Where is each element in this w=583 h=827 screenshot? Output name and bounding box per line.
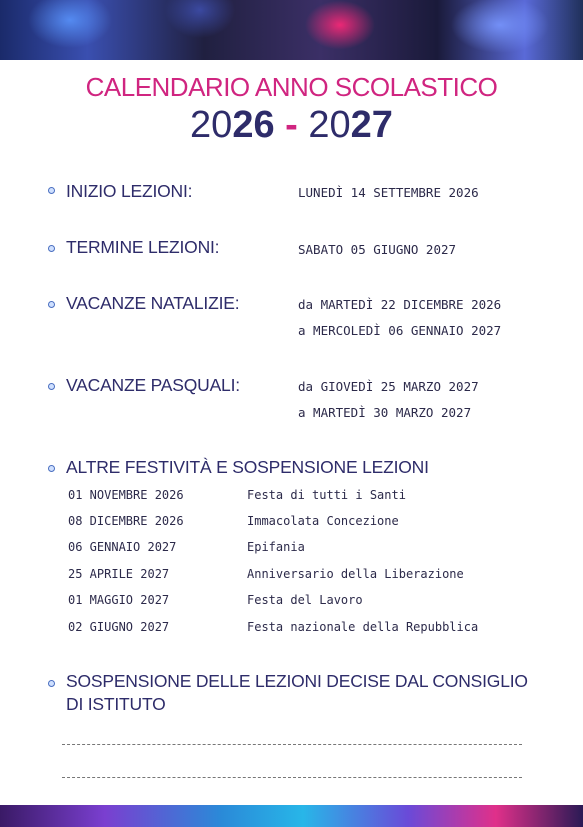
section-value-termine: SABATO 05 GIUGNO 2027 [298,242,457,257]
section-label-pasquali: VACANZE PASQUALI: [66,375,240,395]
section-value-pasquali-to: a MARTEDÌ 30 MARZO 2027 [298,405,472,420]
calendar-title: CALENDARIO ANNO SCOLASTICO [85,72,498,102]
bullet-icon [48,383,55,390]
holiday-name: Immacolata Concezione [247,514,399,528]
year-dash: - [285,104,298,146]
bottom-decorative-band [0,805,583,827]
holiday-date: 01 NOVEMBRE 2026 [68,488,184,502]
section-value-inizio: LUNEDÌ 14 SETTEMBRE 2026 [298,185,479,200]
holiday-name: Epifania [247,540,305,554]
fill-in-line [62,744,522,745]
bullet-icon [48,245,55,252]
section-label-inizio: INIZIO LEZIONI: [66,181,193,201]
holiday-date: 02 GIUGNO 2027 [68,620,170,634]
holiday-date: 08 DICEMBRE 2026 [68,514,184,528]
section-label-termine: TERMINE LEZIONI: [66,237,220,257]
year-a-bold: 26 [232,104,275,146]
holiday-name: Festa di tutti i Santi [247,488,406,502]
bullet-icon [48,465,55,472]
top-decorative-band [0,0,583,60]
holiday-name: Festa del Lavoro [247,593,363,607]
holiday-name: Festa nazionale della Repubblica [247,620,479,634]
holidays-title: ALTRE FESTIVITÀ E SOSPENSIONE LEZIONI [66,457,429,477]
section-value-natalizie-from: da MARTEDÌ 22 DICEMBRE 2026 [298,297,502,312]
bullet-icon [48,187,55,194]
section-label-natalizie: VACANZE NATALIZIE: [66,293,240,313]
holiday-date: 01 MAGGIO 2027 [68,593,170,607]
school-year-title [0,104,583,147]
year-a-prefix: 20 [190,104,233,146]
year-b-bold: 27 [350,104,393,146]
holiday-date: 06 GENNAIO 2027 [68,540,177,554]
council-title-line2: DI ISTITUTO [66,694,166,714]
year-b-prefix: 20 [308,104,351,146]
council-title-line1: SOSPENSIONE DELLE LEZIONI DECISE DAL CONSIGLIO [66,671,528,691]
section-value-pasquali-from: da GIOVEDÌ 25 MARZO 2027 [298,379,479,394]
fill-in-line [62,777,522,778]
bullet-icon [48,301,55,308]
section-value-natalizie-to: a MERCOLEDÌ 06 GENNAIO 2027 [298,323,502,338]
holiday-date: 25 APRILE 2027 [68,567,170,581]
bullet-icon [48,680,55,687]
holiday-name: Anniversario della Liberazione [247,567,464,581]
